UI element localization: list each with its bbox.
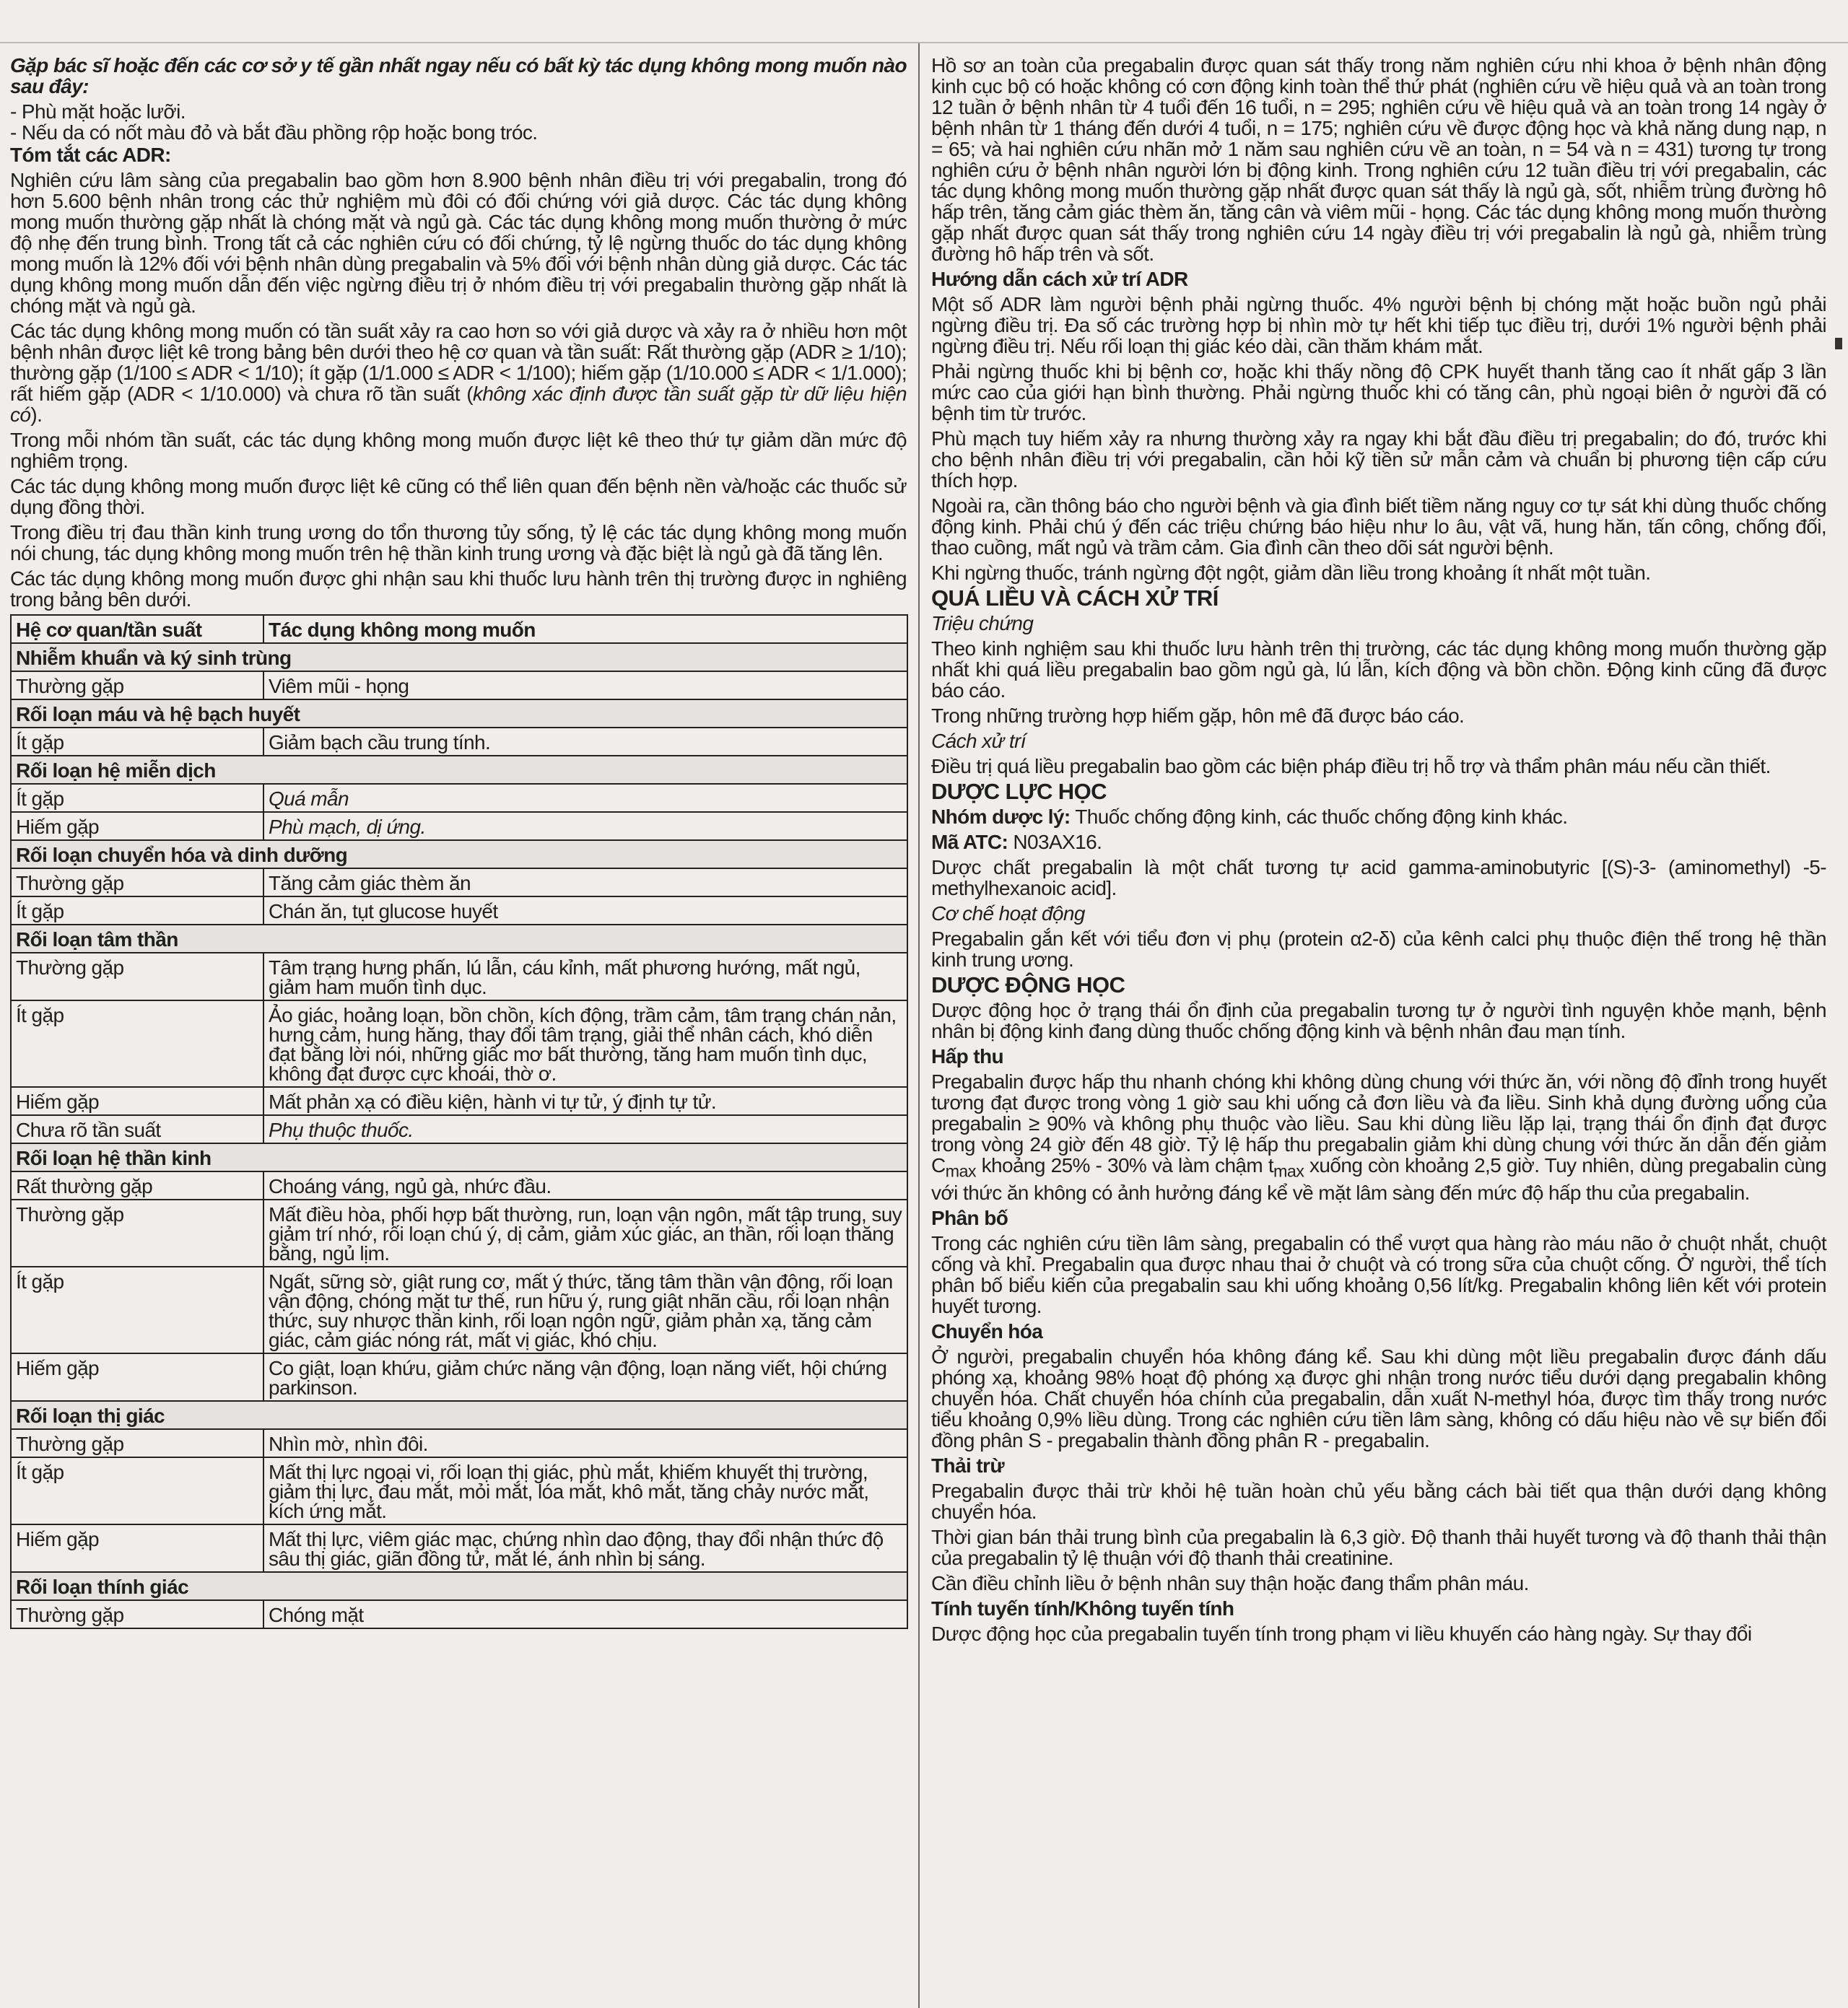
body-paragraph: Ở người, pregabalin chuyển hóa không đáng kể. Sau khi dùng một liều pregabalin được đánh dấu phóng xạ, khoảng 98% hoạt độ phóng xạ được ghi nhận trong nước tiểu dưới dạng pregabalin không chuyển hóa. Chất chuyển hóa chính của pregabalin, dẫn xuất N-methyl hóa, được tìm thấy trong nước tiểu khoảng 0,9% liều dùng. Trong các nghiên cứu tiền lâm sàng, không có dấu hiệu nào về sự biến đổi đồng phân S - pregabalin thành đồng phân R - pregabalin. <box>931 1345 1826 1452</box>
table-row <box>11 728 907 756</box>
adverse-effect-cell: Nhìn mờ, nhìn đôi. <box>263 1429 907 1457</box>
table-row <box>11 671 907 699</box>
warning-item: - Phù mặt hoặc lưỡi. <box>10 100 186 123</box>
body-paragraph: Trong những trường hợp hiếm gặp, hôn mê đã được báo cáo. <box>931 704 1465 727</box>
table-header-cell: Tác dụng không mong muốn <box>263 615 907 643</box>
body-paragraph: Phải ngừng thuốc khi bị bệnh cơ, hoặc khi thấy nồng độ CPK huyết thanh tăng cao ít nhất gấp 3 lần mức cao của giới hạn bình thường. Phải ngừng thuốc khi có tăng cân, phù ngoại biên ở người đã có bệnh tim từ trước. <box>931 360 1826 424</box>
adverse-effect-cell: Tâm trạng hưng phấn, lú lẫn, cáu kỉnh, mất phương hướng, mất ngủ, giảm ham muốn tình dục. <box>263 953 907 1000</box>
body-paragraph: Theo kinh nghiệm sau khi thuốc lưu hành trên thị trường, các tác dụng không mong muốn thường gặp nhất khi quá liều pregabalin bao gồm ngủ gà, lú lẫn, kích động và bồn chồn. Động kinh cũng đã được báo cáo. <box>931 637 1826 702</box>
frequency-cell: Ít gặp <box>11 728 263 756</box>
adverse-effect-cell: Mất thị lực, viêm giác mạc, chứng nhìn dao động, thay đổi nhận thức độ sâu thị giác, giãn đồng tử, mắt lé, ánh nhìn bị sáng. <box>263 1524 907 1572</box>
table-group-row <box>11 925 907 953</box>
organ-system-cell: Rối loạn máu và hệ bạch huyết <box>11 699 907 728</box>
adverse-effect-cell: Phụ thuộc thuốc. <box>263 1115 907 1143</box>
table-row <box>11 1457 907 1524</box>
table-group-row <box>11 840 907 868</box>
frequency-cell: Ít gặp <box>11 1000 263 1087</box>
table-group-row <box>11 1572 907 1600</box>
table-row <box>11 1267 907 1353</box>
body-paragraph: Pregabalin được thải trừ khỏi hệ tuần hoàn chủ yếu bằng cách bài tiết qua thận dưới dạng không chuyển hóa. <box>931 1479 1826 1523</box>
top-edge <box>0 42 1848 43</box>
pharmacodynamics-heading: DƯỢC LỰC HỌC <box>931 779 1107 804</box>
organ-system-cell: Rối loạn hệ miễn dịch <box>11 756 907 784</box>
table-group-row <box>11 1401 907 1429</box>
table-row <box>11 1115 907 1143</box>
summary-paragraph: Trong mỗi nhóm tần suất, các tác dụng không mong muốn được liệt kê theo thứ tự giảm dần mức độ nghiêm trọng. <box>10 429 907 472</box>
body-paragraph: Một số ADR làm người bệnh phải ngừng thuốc. 4% người bệnh bị chóng mặt hoặc buồn ngủ phải ngừng điều trị. Đa số các trường hợp bị nhìn mờ tự hết khi tiếp tục điều trị, dưới 1% người bệnh phải ngừng điều trị. Nếu rối loạn thị giác kéo dài, cần thăm khám mắt. <box>931 293 1826 357</box>
summary-paragraph: Các tác dụng không mong muốn được ghi nhận sau khi thuốc lưu hành trên thị trường được in nghiêng trong bảng bên dưới. <box>10 567 907 611</box>
adr-table <box>10 614 908 1629</box>
table-group-row <box>11 643 907 671</box>
adverse-effect-cell: Tăng cảm giác thèm ăn <box>263 868 907 896</box>
adverse-effect-cell: Co giật, loạn khứu, giảm chức năng vận động, loạn năng viết, hội chứng parkinson. <box>263 1353 907 1401</box>
table-row <box>11 1087 907 1115</box>
body-paragraph: Dược động học của pregabalin tuyến tính trong phạm vi liều khuyến cáo hàng ngày. Sự thay đổi <box>931 1622 1752 1645</box>
linearity-heading: Tính tuyến tính/Không tuyến tính <box>931 1597 1234 1620</box>
body-paragraph: Thời gian bán thải trung bình của pregabalin là 6,3 giờ. Độ thanh thải huyết tương và độ thanh thải thận của pregabalin tỷ lệ thuận với độ thanh thải creatinine. <box>931 1525 1826 1569</box>
adr-handling-heading: Hướng dẫn cách xử trí ADR <box>931 268 1188 290</box>
table-row <box>11 868 907 896</box>
table-header-cell: Hệ cơ quan/tần suất <box>11 615 263 643</box>
organ-system-cell: Rối loạn chuyển hóa và dinh dưỡng <box>11 840 907 868</box>
body-paragraph: Phù mạch tuy hiếm xảy ra nhưng thường xảy ra ngay khi bắt đầu điều trị pregabalin; do đó, trước khi cho bệnh nhân điều trị với pregabalin, cần hỏi kỹ tiền sử mẫn cảm và chuẩn bị phương tiện cấp cứu thích hợp. <box>931 427 1826 492</box>
margin-mark <box>1835 338 1842 349</box>
table-row <box>11 1171 907 1200</box>
frequency-cell: Hiếm gặp <box>11 1353 263 1401</box>
body-paragraph: Dược chất pregabalin là một chất tương tự acid gamma-aminobutyric [(S)-3- (aminomethyl) -5- methylhexanoic acid]. <box>931 856 1826 899</box>
adverse-effect-cell: Giảm bạch cầu trung tính. <box>263 728 907 756</box>
pediatric-paragraph: Hồ sơ an toàn của pregabalin được quan sát thấy trong năm nghiên cứu nhi khoa ở bệnh nhân động kinh cục bộ có hoặc không có cơn động kinh toàn thể thứ phát (nghiên cứu về hiệu quả và an toàn trong 12 tuần ở bệnh nhân từ 4 tuổi đến 16 tuổi, n = 295; nghiên cứu về hiệu quả và an toàn trong 14 ngày ở bệnh nhân từ 1 tháng đến dưới 4 tuổi, n = 175; nghiên cứu về được động học và khả năng dung nạp, n = 65; và hai nghiên cứu nhãn mở 1 năm sau nghiên cứu về an toàn, n = 54 và n = 431) tương tự trong nghiên cứu ở bệnh nhân người lớn bị động kinh. Trong nghiên cứu 12 tuần điều trị với pregabalin, các tác dụng không mong muốn thường gặp nhất được quan sát thấy là ngủ gà, sốt, nhiễm trùng đường hô hấp trên, tăng cảm giác thèm ăn, tăng cân và viêm mũi - họng. Các tác dụng không mong muốn thường gặp nhất được quan sát thấy trong nghiên cứu 14 ngày điều trị với pregabalin là ngủ gà, nhiễm trùng đường hô hấp trên và sốt. <box>931 54 1826 265</box>
right-column <box>931 55 1826 1649</box>
adverse-effect-cell: Viêm mũi - họng <box>263 671 907 699</box>
organ-system-cell: Rối loạn thị giác <box>11 1401 907 1429</box>
frequency-cell: Hiếm gặp <box>11 812 263 840</box>
organ-system-cell: Rối loạn tâm thần <box>11 925 907 953</box>
adverse-effect-cell: Quá mẫn <box>263 784 907 812</box>
frequency-cell: Thường gặp <box>11 868 263 896</box>
frequency-cell: Ít gặp <box>11 1457 263 1524</box>
body-paragraph: Ngoài ra, cần thông báo cho người bệnh và gia đình biết tiềm năng nguy cơ tự sát khi dùng thuốc chống động kinh. Phải chú ý đến các triệu chứng báo hiệu như lo âu, vật vã, hung hăn, tấn công, chống đối, thao cuồng, mất ngủ và trầm cảm. Gia đình cần theo dõi sát người bệnh. <box>931 494 1826 559</box>
adverse-effect-cell: Chóng mặt <box>263 1600 907 1628</box>
organ-system-cell: Rối loạn hệ thần kinh <box>11 1143 907 1171</box>
frequency-cell: Thường gặp <box>11 1600 263 1628</box>
atc-code: Mã ATC: N03AX16. <box>931 831 1102 853</box>
pharmacologic-group: Nhóm dược lý: Thuốc chống động kinh, các thuốc chống động kinh khác. <box>931 806 1568 828</box>
table-row <box>11 1524 907 1572</box>
table-group-row <box>11 699 907 728</box>
frequency-cell: Ít gặp <box>11 1267 263 1353</box>
organ-system-cell: Nhiễm khuẩn và ký sinh trùng <box>11 643 907 671</box>
adverse-effect-cell: Chán ăn, tụt glucose huyết <box>263 896 907 925</box>
summary-paragraph: Nghiên cứu lâm sàng của pregabalin bao gồm hơn 8.900 bệnh nhân điều trị với pregabalin, trong đó hơn 5.600 bệnh nhân trong các thử nghiệm mù đôi có đối chứng với giả dược. Các tác dụng không mong muốn thường gặp nhất là chóng mặt và ngủ gà. Các tác dụng không mong muốn thường ở mức độ nhẹ đến trung bình. Trong tất cả các nghiên cứu có đối chứng, tỷ lệ ngừng thuốc do tác dụng không mong muốn là 12% đối với bệnh nhân dùng pregabalin và 5% đối với bệnh nhân dùng giả dược. Các tác dụng không mong muốn dẫn đến việc ngừng điều trị ở nhóm điều trị với pregabalin thường gặp nhất là chóng mặt và ngủ gà. <box>10 169 907 317</box>
organ-system-cell: Rối loạn thính giác <box>11 1572 907 1600</box>
adverse-effect-cell: Mất điều hòa, phối hợp bất thường, run, loạn vận ngôn, mất tập trung, suy giảm trí nhớ, rối loạn chú ý, dị cảm, giảm xúc giác, an thần, rối loạn thăng bằng, ngủ lịm. <box>263 1200 907 1267</box>
absorption-paragraph: Pregabalin được hấp thu nhanh chóng khi không dùng chung với thức ăn, với nồng độ đỉnh trong huyết tương đạt được trong vòng 1 giờ sau khi uống cả đơn liều và đa liều. Sinh khả dụng đường uống của pregabalin ≥ 90% và không phụ thuộc vào liều. Sau khi dùng liều lặp lại, trạng thái ổn định đạt được trong vòng 24 giờ đến 48 giờ. Tỷ lệ hấp thu pregabalin giảm khi dùng chung với thức ăn dẫn đến giảm $C_{max}$ khoảng 25% - 30% và làm chậm $t_{max}$ xuống còn khoảng 2,5 giờ. Tuy nhiên, dùng pregabalin cùng với thức ăn không có ảnh hưởng đáng kể về mặt lâm sàng đến mức độ hấp thu của pregabalin. <box>931 1070 1827 1204</box>
frequency-cell: Rất thường gặp <box>11 1171 263 1200</box>
elimination-heading: Thải trừ <box>931 1454 1005 1477</box>
frequency-paragraph: Các tác dụng không mong muốn có tần suất xảy ra cao hơn so với giả dược và xảy ra ở nhiều hơn một bệnh nhân được liệt kê trong bảng bên dưới theo hệ cơ quan và tần suất: Rất thường gặp (ADR ≥ 1/10); thường gặp (1/100 ≤ ADR < 1/10); ít gặp (1/1.000 ≤ ADR < 1/100); hiếm gặp (1/10.000 ≤ ADR < 1/1.000); rất hiếm gặp (ADR < 1/10.000) và chưa rõ tần suất (không xác định được tần suất gặp từ dữ liệu hiện có). <box>10 320 907 426</box>
body-paragraph: Dược động học ở trạng thái ổn định của pregabalin tương tự ở người tình nguyện khỏe mạnh, bệnh nhân bị động kinh đang dùng thuốc chống động kinh và bệnh nhân đau mạn tính. <box>931 999 1826 1042</box>
table-group-row <box>11 756 907 784</box>
body-paragraph: Trong các nghiên cứu tiền lâm sàng, pregabalin có thể vượt qua hàng rào máu não ở chuột nhắt, chuột cống và khỉ. Pregabalin qua được nhau thai ở chuột và có trong sữa của chuột cống. Ở người, thể tích phân bố biểu kiến của pregabalin sau khi uống khoảng 0,56 lít/kg. Pregabalin không liên kết với protein huyết tương. <box>931 1231 1826 1317</box>
frequency-cell: Hiếm gặp <box>11 1087 263 1115</box>
distribution-heading: Phân bố <box>931 1206 1008 1229</box>
frequency-cell: Thường gặp <box>11 671 263 699</box>
treatment-heading: Cách xử trí <box>931 730 1026 752</box>
warning-item: - Nếu da có nốt màu đỏ và bắt đầu phồng rộp hoặc bong tróc. <box>10 121 538 144</box>
warning-heading: Gặp bác sĩ hoặc đến các cơ sở y tế gần nhất ngay nếu có bất kỳ tác dụng không mong muốn nào sau đây: <box>10 54 907 97</box>
absorption-heading: Hấp thu <box>931 1045 1004 1068</box>
adverse-effect-cell: Choáng váng, ngủ gà, nhức đầu. <box>263 1171 907 1200</box>
body-paragraph: Khi ngừng thuốc, tránh ngừng đột ngột, giảm dần liều trong khoảng ít nhất một tuần. <box>931 562 1651 584</box>
warning-list <box>10 101 907 143</box>
body-paragraph: Pregabalin gắn kết với tiểu đơn vị phụ (protein α2-δ) của kênh calci phụ thuộc điện thế trong hệ thần kinh trung ương. <box>931 927 1826 971</box>
frequency-cell: Thường gặp <box>11 953 263 1000</box>
summary-paragraph: Trong điều trị đau thần kinh trung ương do tổn thương tủy sống, tỷ lệ các tác dụng không mong muốn nói chung, tác dụng không mong muốn trên hệ thần kinh trung ương và đặc biệt là ngủ gà đã tăng lên. <box>10 521 907 564</box>
pharmacokinetics-heading: DƯỢC ĐỘNG HỌC <box>931 972 1125 998</box>
table-row <box>11 784 907 812</box>
table-row <box>11 1200 907 1267</box>
adverse-effect-cell: Mất phản xạ có điều kiện, hành vi tự tử, ý định tự tử. <box>263 1087 907 1115</box>
mechanism-heading: Cơ chế hoạt động <box>931 902 1085 925</box>
table-row <box>11 896 907 925</box>
adverse-effect-cell: Ngất, sững sờ, giật rung cơ, mất ý thức, tăng tâm thần vận động, rối loạn vận động, chóng mặt tư thế, run hữu ý, rung giật nhãn cầu, rối loạn nhận thức, suy nhược thần kinh, rối loạn ngôn ngữ, giảm phản xạ, tăng cảm giác, cảm giác nóng rát, mất vị giác, khó chịu. <box>263 1267 907 1353</box>
frequency-cell: Chưa rõ tần suất <box>11 1115 263 1143</box>
frequency-cell: Hiếm gặp <box>11 1524 263 1572</box>
frequency-cell: Ít gặp <box>11 784 263 812</box>
table-group-row <box>11 1143 907 1171</box>
left-column <box>10 55 907 1629</box>
summary-paragraph: Các tác dụng không mong muốn được liệt kê cũng có thể liên quan đến bệnh nền và/hoặc các thuốc sử dụng đồng thời. <box>10 475 907 518</box>
adverse-effect-cell: Ảo giác, hoảng loạn, bồn chồn, kích động, trầm cảm, tâm trạng chán nản, hưng cảm, hung hăng, thay đổi tâm trạng, giải thể nhân cách, khó diễn đạt bằng lời nói, những giấc mơ bất thường, tăng ham muốn tình dục, không đạt được cực khoái, thờ ơ. <box>263 1000 907 1087</box>
table-row <box>11 1353 907 1401</box>
table-row <box>11 812 907 840</box>
metabolism-heading: Chuyển hóa <box>931 1319 1043 1343</box>
adverse-effect-cell: Mất thị lực ngoại vi, rối loạn thị giác, phù mắt, khiếm khuyết thị trường, giảm thị lực, đau mắt, mỏi mắt, lóa mắt, khô mắt, tăng chảy nước mắt, kích ứng mắt. <box>263 1457 907 1524</box>
frequency-cell: Thường gặp <box>11 1429 263 1457</box>
frequency-cell: Thường gặp <box>11 1200 263 1267</box>
overdose-heading: QUÁ LIỀU VÀ CÁCH XỬ TRÍ <box>931 585 1219 611</box>
body-paragraph: Điều trị quá liều pregabalin bao gồm các biện pháp điều trị hỗ trợ và thẩm phân máu nếu cần thiết. <box>931 755 1771 777</box>
summary-heading: Tóm tắt các ADR: <box>10 144 171 166</box>
table-row <box>11 1429 907 1457</box>
table-row <box>11 1000 907 1087</box>
body-paragraph: Cần điều chỉnh liều ở bệnh nhân suy thận hoặc đang thẩm phân máu. <box>931 1571 1529 1594</box>
adverse-effect-cell: Phù mạch, dị ứng. <box>263 812 907 840</box>
frequency-cell: Ít gặp <box>11 896 263 925</box>
symptoms-heading: Triệu chứng <box>931 612 1034 634</box>
table-row <box>11 953 907 1000</box>
table-row <box>11 1600 907 1628</box>
table-header-row <box>11 615 907 643</box>
column-divider <box>918 43 920 2008</box>
